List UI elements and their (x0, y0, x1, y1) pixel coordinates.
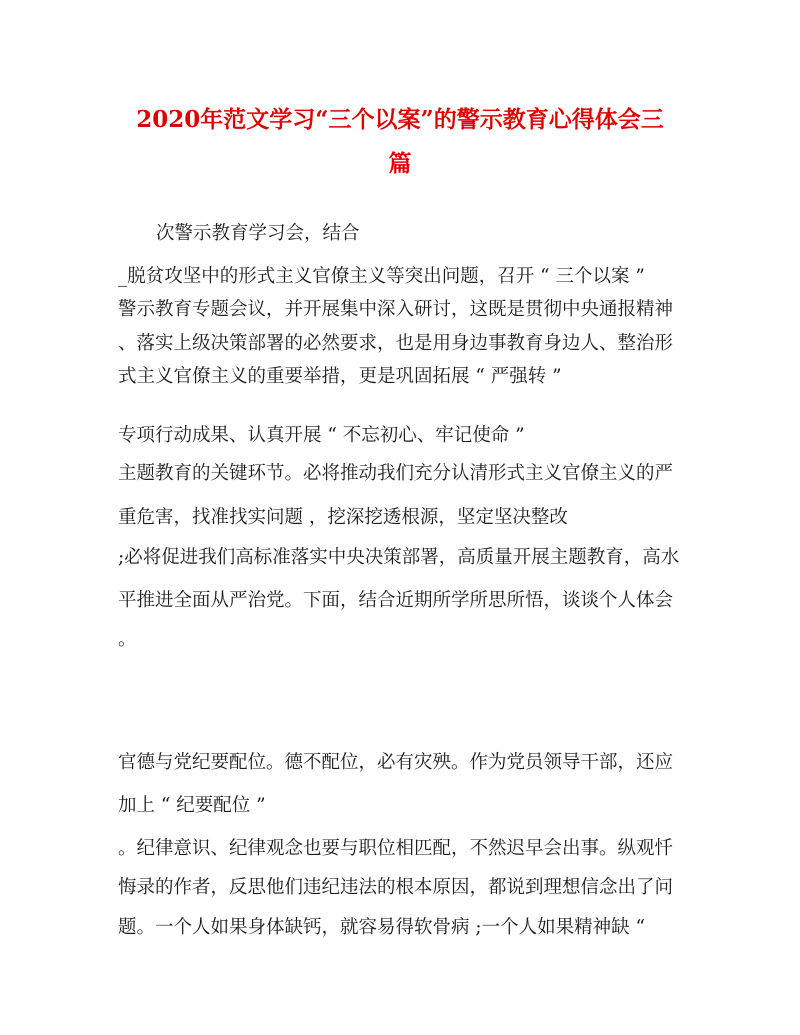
paragraph-line: 次警示教育学习会，结合 (156, 223, 360, 244)
title-line-2: 篇 (388, 150, 412, 177)
paragraph-line: 式主义官僚主义的重要举措，更是巩固拓展 “ 严强转 ” (118, 366, 562, 387)
paragraph-line: 题。一个人如果身体缺钙，就容易得软骨病 ;一个人如果精神缺 “ (118, 917, 645, 938)
paragraph-line: 重危害，找准找实问题 ，挖深挖透根源，坚定坚决整改 (118, 507, 568, 528)
title-line-1: 2020年范文学习“三个以案”的警示教育心得体会三 (136, 106, 664, 133)
paragraph-line: ;必将促进我们高标准落实中央决策部署，高质量开展主题教育，高水 (118, 547, 680, 568)
paragraph-line: 官德与党纪要配位。德不配位，必有灾殃。作为党员领导干部，还应 (118, 752, 674, 773)
paragraph-line: 。 (118, 629, 137, 650)
paragraph-line: 平推进全面从严治党。下面，结合近期所学所思所悟，谈谈个人体会 (118, 590, 674, 611)
paragraph-line: 加上 “ 纪要配位 ” (118, 795, 266, 816)
paragraph-line: 警示教育专题会议，并开展集中深入研讨，这既是贯彻中央通报精神 (118, 299, 674, 320)
paragraph-line: 专项行动成果、认真开展 “ 不忘初心、牢记使命 ” (118, 425, 525, 446)
paragraph-line: 悔录的作者，反思他们违纪违法的根本原因，都说到理想信念出了问 (118, 877, 674, 898)
paragraph-line: 。纪律意识、纪律观念也要与职位相匹配，不然迟早会出事。纵观忏 (118, 838, 674, 859)
paragraph-line: 、落实上级决策部署的必然要求，也是用身边事教育身边人、整治形 (118, 333, 674, 354)
paragraph-line: 主题教育的关键环节。必将推动我们充分认清形式主义官僚主义的严 (118, 463, 674, 484)
paragraph-line: _脱贫攻坚中的形式主义官僚主义等突出问题，召开 “ 三个以案 ” (118, 266, 645, 287)
document-title (110, 98, 690, 186)
